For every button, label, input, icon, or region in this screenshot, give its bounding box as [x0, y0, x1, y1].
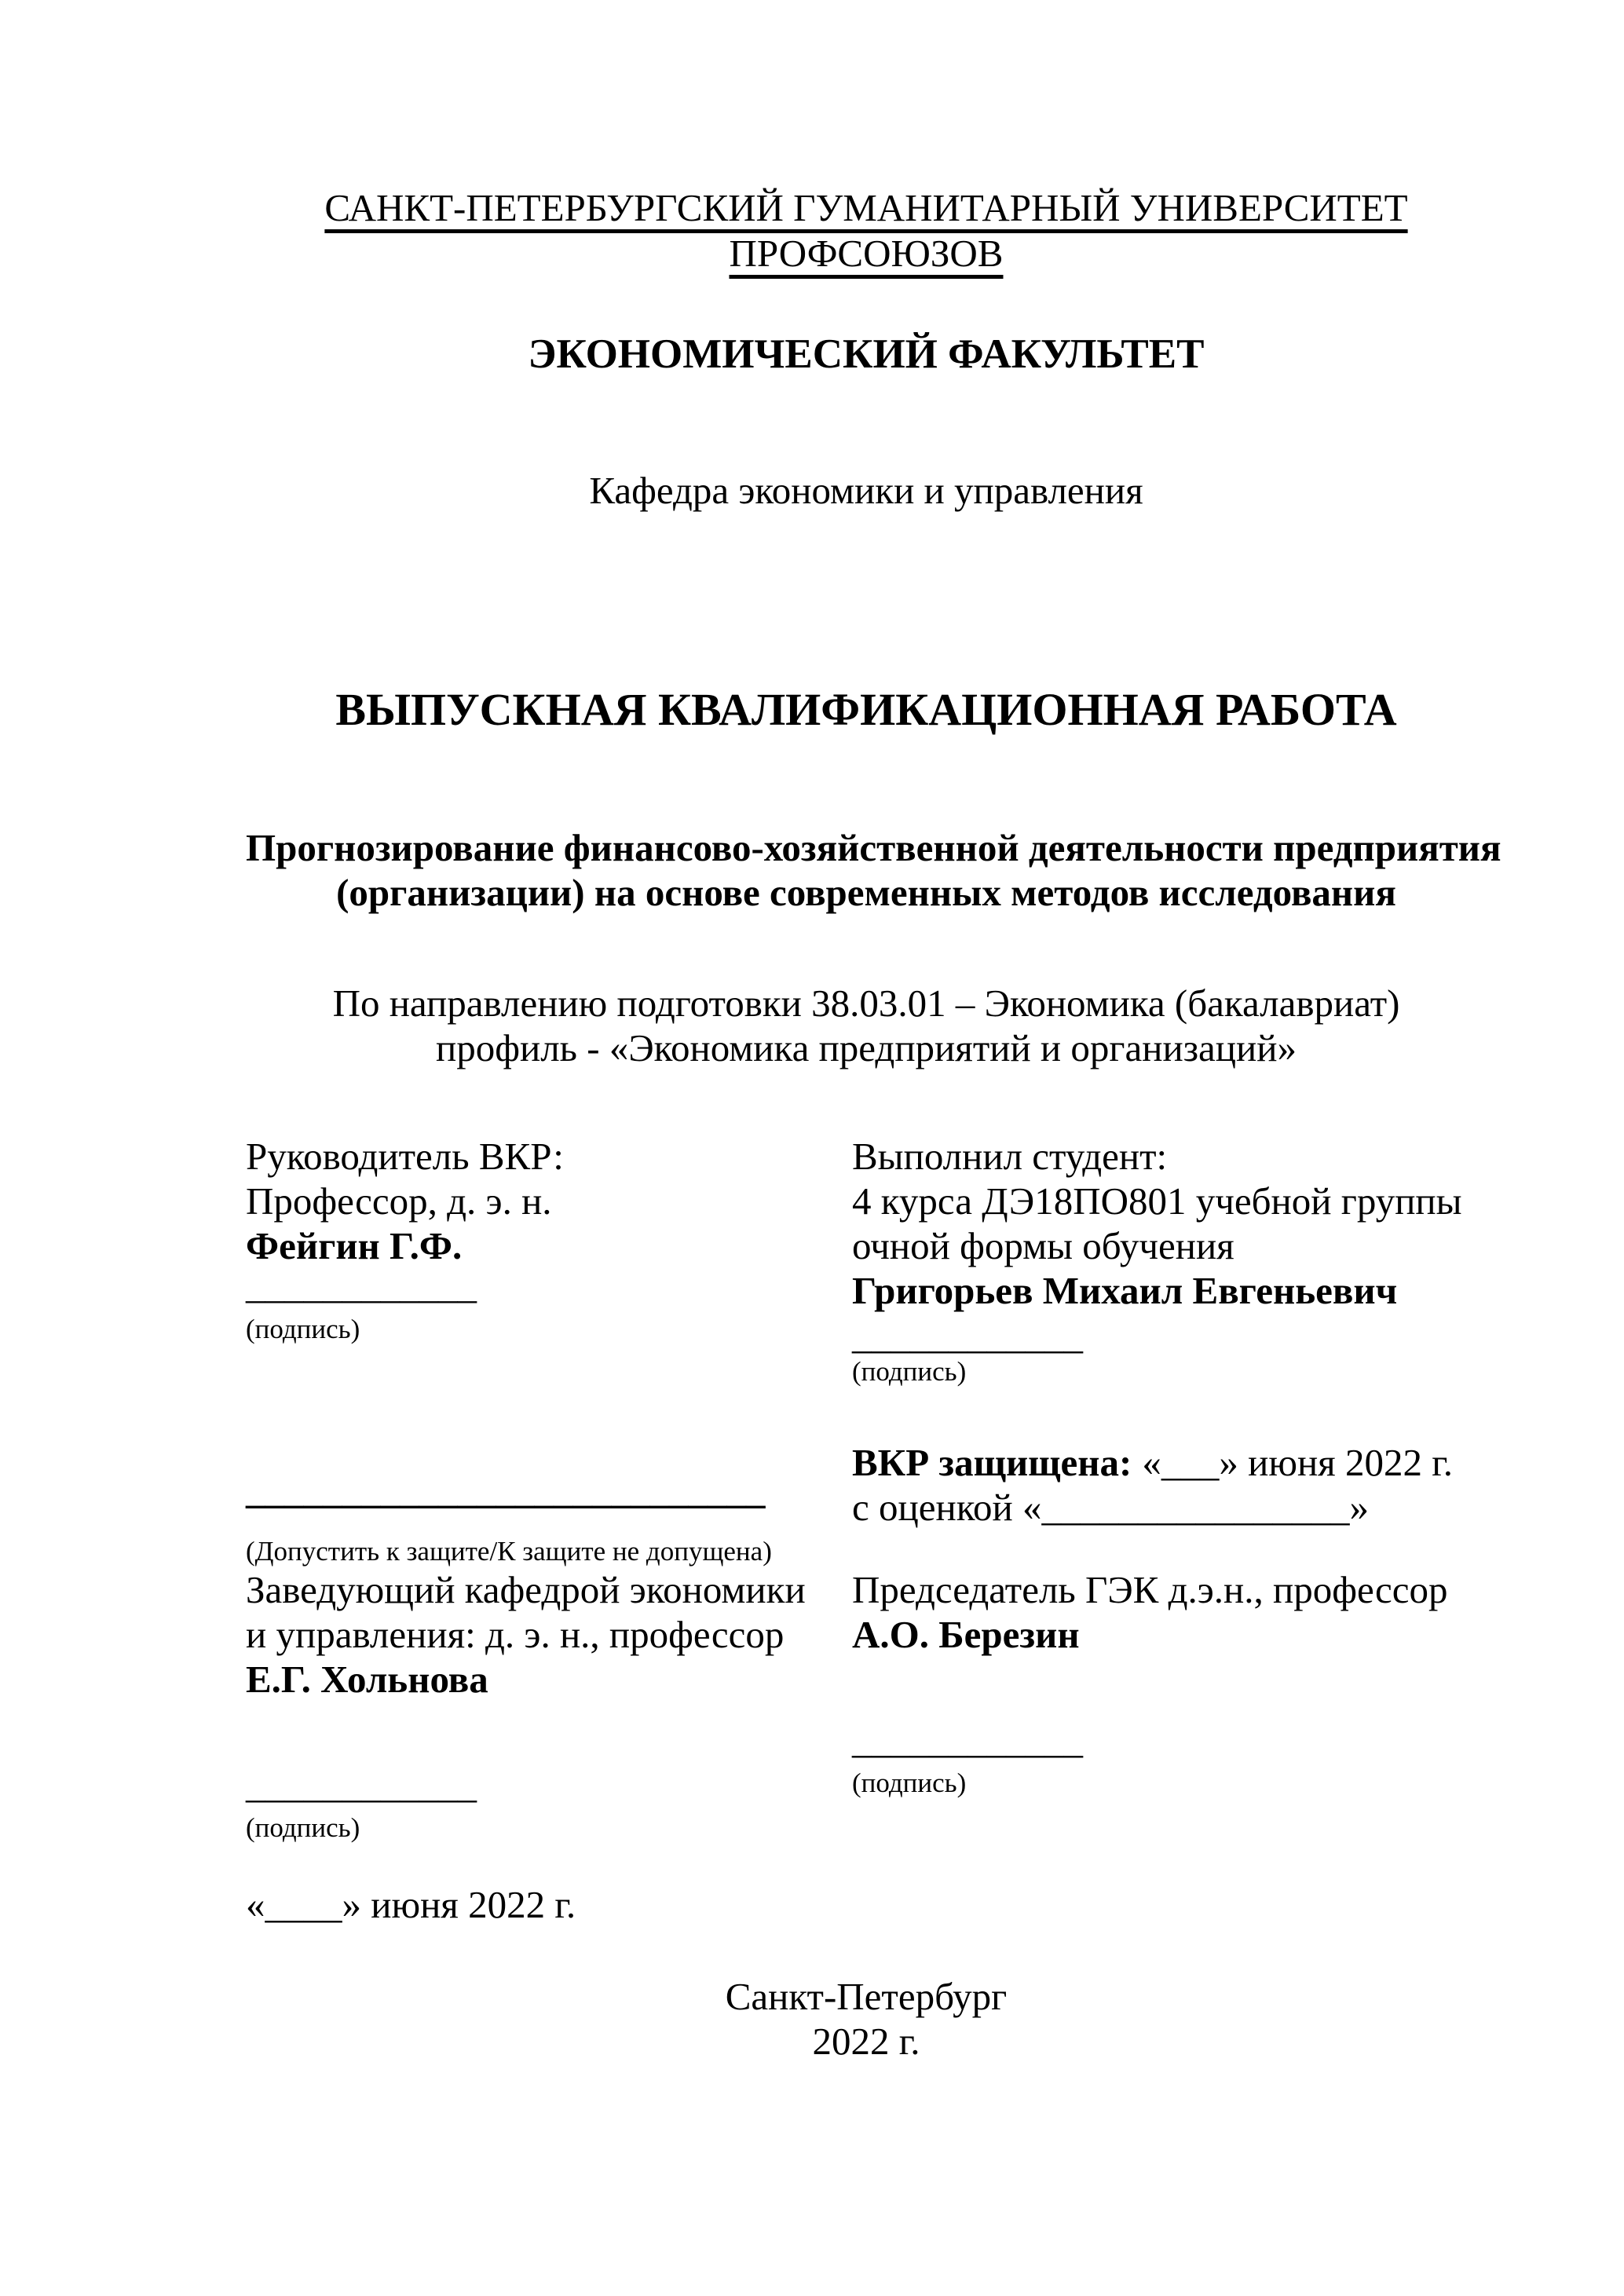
department-head-signature-caption: (подпись)	[246, 1812, 360, 1843]
student-signature-caption: (подпись)	[852, 1356, 967, 1387]
department-head-name: Е.Г. Хольнова	[246, 1658, 488, 1701]
footer-place-year	[246, 1974, 1487, 2064]
thesis-title-line2: (организации) на основе современных методов исследования	[336, 871, 1396, 914]
student-study-form: очной формы обучения	[852, 1224, 1234, 1267]
student-signature-line: ____________	[852, 1314, 1083, 1357]
advisor-signature-line: ____________	[246, 1263, 477, 1307]
committee-chair-signature-caption: (подпись)	[852, 1768, 967, 1798]
student-heading: Выполнил студент:	[852, 1135, 1168, 1178]
advisor-signature-caption: (подпись)	[246, 1314, 360, 1344]
admission-line: ___________________________	[246, 1468, 766, 1512]
department-heading: Кафедра экономики и управления	[589, 469, 1143, 512]
defense-grade-line: с оценкой «________________»	[852, 1486, 1369, 1529]
program-direction: По направлению подготовки 38.03.01 – Экономика (бакалавриат)	[332, 982, 1400, 1025]
thesis-title	[246, 825, 1501, 915]
department-head-date: «____» июня 2022 г.	[246, 1883, 576, 1926]
student-group: 4 курса ДЭ18ПО801 учебной группы	[852, 1179, 1462, 1223]
faculty-heading: ЭКОНОМИЧЕСКИЙ ФАКУЛЬТЕТ	[528, 331, 1205, 377]
defense-date-value: «___» июня 2022 г.	[1142, 1441, 1454, 1484]
program-profile: профиль - «Экономика предприятий и организаций»	[436, 1026, 1297, 1069]
department-head-signature-line: ____________	[246, 1763, 477, 1806]
footer-year: 2022 г.	[812, 2020, 920, 2063]
defense-date-line	[852, 1440, 1453, 1485]
committee-chair-signature-line: ____________	[852, 1718, 1083, 1761]
defense-date-label: ВКР защищена:	[852, 1441, 1132, 1484]
committee-chair-name: А.О. Березин	[852, 1613, 1080, 1656]
committee-chair-role: Председатель ГЭК д.э.н., профессор	[852, 1568, 1448, 1611]
university-name-line2: ПРОФСОЮЗОВ	[729, 232, 1004, 275]
student-name: Григорьев Михаил Евгеньевич	[852, 1269, 1398, 1312]
department-head-role-line1: Заведующий кафедрой экономики	[246, 1568, 806, 1611]
department-head-role-line2: и управления: д. э. н., профессор	[246, 1613, 785, 1656]
advisor-role: Руководитель ВКР:	[246, 1135, 564, 1178]
university-name-line1: САНКТ-ПЕТЕРБУРГСКИЙ ГУМАНИТАРНЫЙ УНИВЕРСИТЕТ	[324, 186, 1408, 229]
advisor-rank: Профессор, д. э. н.	[246, 1179, 552, 1223]
admission-caption: (Допустить к защите/К защите не допущена)	[246, 1536, 772, 1567]
program-info	[246, 981, 1487, 1070]
thesis-title-line1: Прогнозирование финансово-хозяйственной деятельности предприятия	[246, 826, 1501, 869]
footer-city: Санкт-Петербург	[725, 1975, 1008, 2018]
advisor-name: Фейгин Г.Ф.	[246, 1224, 463, 1267]
work-type-heading: ВЫПУСКНАЯ КВАЛИФИКАЦИОННАЯ РАБОТА	[335, 684, 1397, 735]
university-name	[246, 185, 1487, 276]
